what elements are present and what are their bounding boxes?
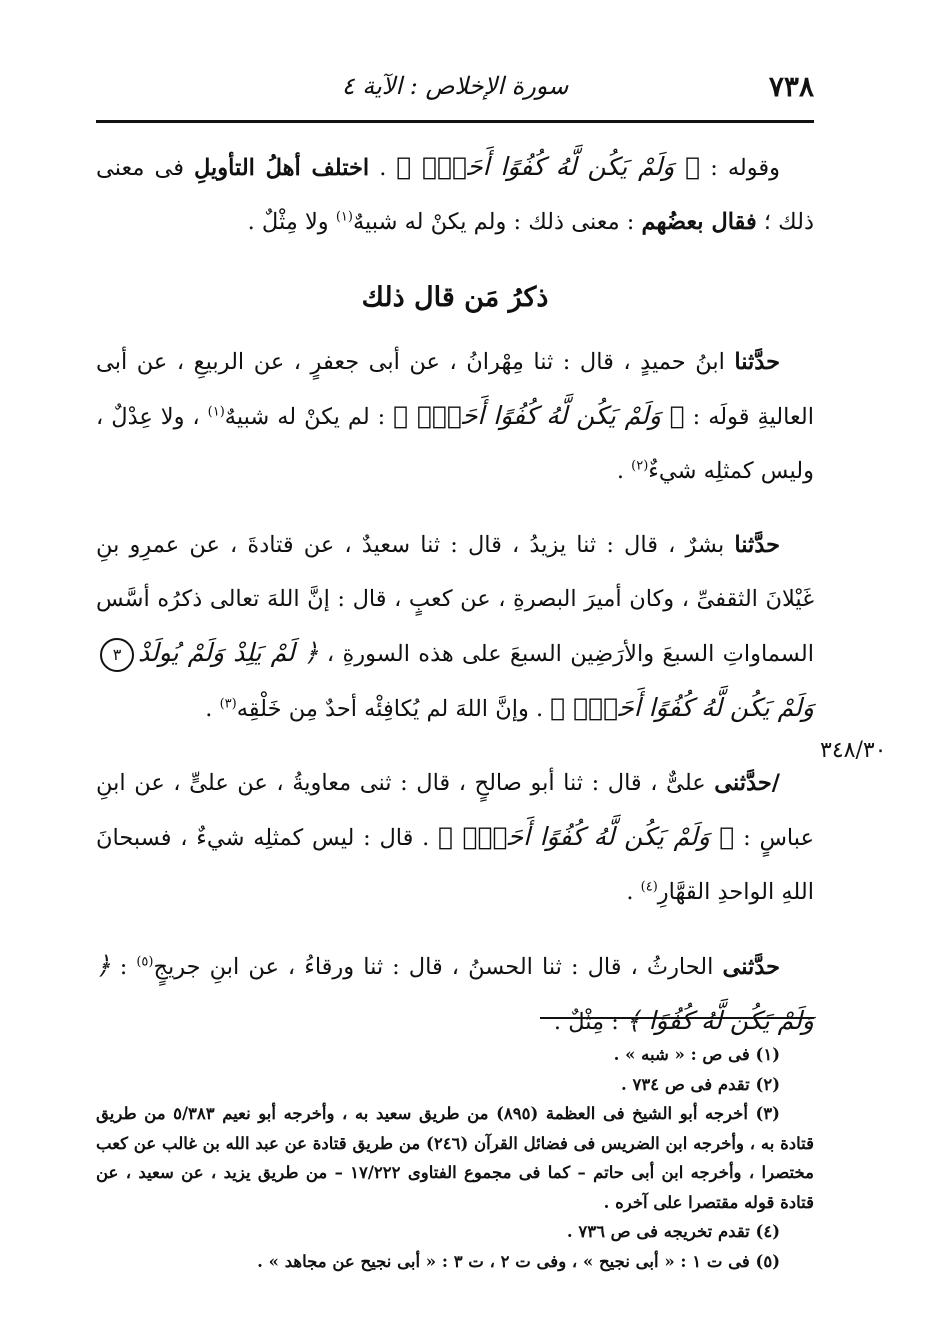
intro-text-3: فى معنى ذلك ؛ — [96, 155, 814, 235]
main-text — [96, 140, 814, 1049]
footnote-5: (٥) فى ت ١ : « أبى نجيح » ، وفى ت ٢ ، ت ٣ : « أبى نجيح عن مجاهد » . — [257, 1251, 780, 1271]
quran-quote: ﴿ لَمْ يَلِدْ وَلَمْ يُولَدْ — [138, 638, 319, 667]
narration-paragraph — [96, 335, 814, 498]
header-rule — [96, 120, 814, 123]
quran-quote: ﴿ وَلَمْ يَكُن لَّهُ كُفُوًا ﴾ — [96, 951, 814, 1035]
narration-text: الحارثُ ، قال : ثنا الحسنُ ، قال : ثنا ورقاءُ ، عن ابنِ جريجٍ — [153, 954, 723, 980]
narration-text: علىٌّ ، قال : ثنا أبو صالحٍ ، قال : ثنى معاويةُ ، عن علىٍّ ، عن ابنِ عباسٍ : — [96, 770, 814, 851]
intro-text-5: ولا مِثْلٌ . — [247, 209, 336, 235]
footnote-marker: (٤) — [640, 879, 658, 895]
narration-text: ، ولا عِدْلٌ ، وليس كمثلِه شيءٌ — [96, 404, 814, 484]
narration-paragraph — [96, 518, 814, 736]
narration-lead: حدَّثنى — [722, 954, 780, 980]
running-title: سورة الإخلاص : الآية ٤ — [341, 72, 569, 100]
intro-text-2: . — [369, 155, 397, 181]
intro-text-4: : معنى ذلك : ولم يكنْ له شبيهٌ — [352, 209, 642, 235]
narration-lead: /حدَّثنى — [714, 770, 780, 796]
narration-text: . — [616, 458, 632, 484]
footnote-3: (٣) أخرجه أبو الشيخ فى العظمة (٨٩٥) من طريق سعيد به ، وأخرجه أبو نعيم ٥/٣٨٣ من طريق قتادة به ، وأخرجه ابن الضريس فى فضائل القرآن (٢٤٦) من طريق قتادة عن عبد الله بن غالب عن كعب مختصرا ، وأخرجه ابن أبى حاتم – كما فى مجموع الفتاوى ١٧/٢٢٢ – من طريق يزيد ، عن سعيد ، عن قتادة قوله مقتصرا على آخره . — [96, 1104, 815, 1212]
footnote-marker: (١) — [335, 209, 353, 225]
quran-quote: وَلَمْ يَكُن لَّهُ كُفُوًا أَحَدُۢ ﴾ — [550, 693, 814, 722]
narration-text: : — [110, 954, 137, 980]
page-header — [96, 70, 814, 108]
intro-text-1: وقوله : — [700, 155, 780, 181]
footnote-marker: (١) — [207, 404, 225, 420]
narration-text: ابنُ حميدٍ ، قال : ثنا مِهْرانُ ، عن أبى جعفرٍ ، عن الربيعِ ، عن أبى العاليةِ قولَه : — [96, 349, 814, 430]
ayah-number-ornament: ٣ — [100, 638, 134, 672]
narration-text: . — [626, 879, 641, 905]
footnote-rule — [540, 1017, 814, 1019]
page-number: ٧٣٨ — [768, 70, 814, 103]
narration-lead: حدَّثنا — [734, 349, 780, 375]
quran-quote: ﴿ وَلَمْ يَكُن لَّهُ كُفُوًا أَحَدُۢ ﴾ — [438, 822, 735, 851]
bold-phrase: اختلف أهلُ التأويلِ — [194, 155, 370, 181]
intro-paragraph — [96, 140, 814, 249]
narration-text: . قال : ليس كمثلِه شيءٌ ، فسبحانَ اللهِ الواحدِ القهَّارِ — [96, 825, 814, 905]
narration-paragraph — [96, 939, 814, 1049]
margin-reference: ٣٤٨/٣٠ — [820, 738, 887, 763]
narration-text: . — [205, 696, 220, 722]
narration-text: . وإنَّ اللهَ لم يُكافِئْه أحدٌ مِن خَلْقِه — [236, 696, 551, 722]
bold-phrase: فقال بعضُهم — [641, 209, 757, 235]
narration-text: : مِثْلٌ . — [553, 1009, 626, 1035]
quran-quote: ﴿ وَلَمْ يَكُن لَّهُ كُفُوًا أَحَدُۢ ﴾ — [393, 401, 685, 430]
footnote-marker: (٣) — [219, 696, 237, 712]
footnote-1: (١) فى ص : « شبه » . — [613, 1045, 780, 1064]
narration-text: : لم يكنْ له شبيهٌ — [224, 404, 394, 430]
narration-text: بشرٌ ، قال : ثنا يزيدُ ، قال : ثنا سعيدٌ ، عن قتادةَ ، عن عمرِو بنِ غَيْلانَ الثقفىِّ ، وكان أميرَ البصرةِ ، عن كعبٍ ، قال : إنَّ اللهَ تعالى ذكرُه أسَّس السماواتِ السبعَ والأرَضِين السبعَ على هذه السورةِ ، — [96, 532, 814, 667]
footnote-2: (٢) تقدم فى ص ٧٣٤ . — [621, 1074, 780, 1094]
footnotes — [96, 1040, 814, 1276]
footnote-marker: (٥) — [136, 954, 154, 970]
footnote-4: (٤) تقدم تخريجه فى ص ٧٣٦ . — [566, 1222, 780, 1241]
section-heading: ذكرُ مَن قال ذلك — [361, 282, 549, 313]
narration-lead: حدَّثنا — [734, 532, 780, 558]
narration-paragraph — [96, 756, 814, 919]
quran-quote: ﴿ وَلَمْ يَكُن لَّهُ كُفُوًا أَحَدُۢ ﴾ — [396, 152, 701, 181]
footnote-marker: (٢) — [631, 458, 649, 474]
